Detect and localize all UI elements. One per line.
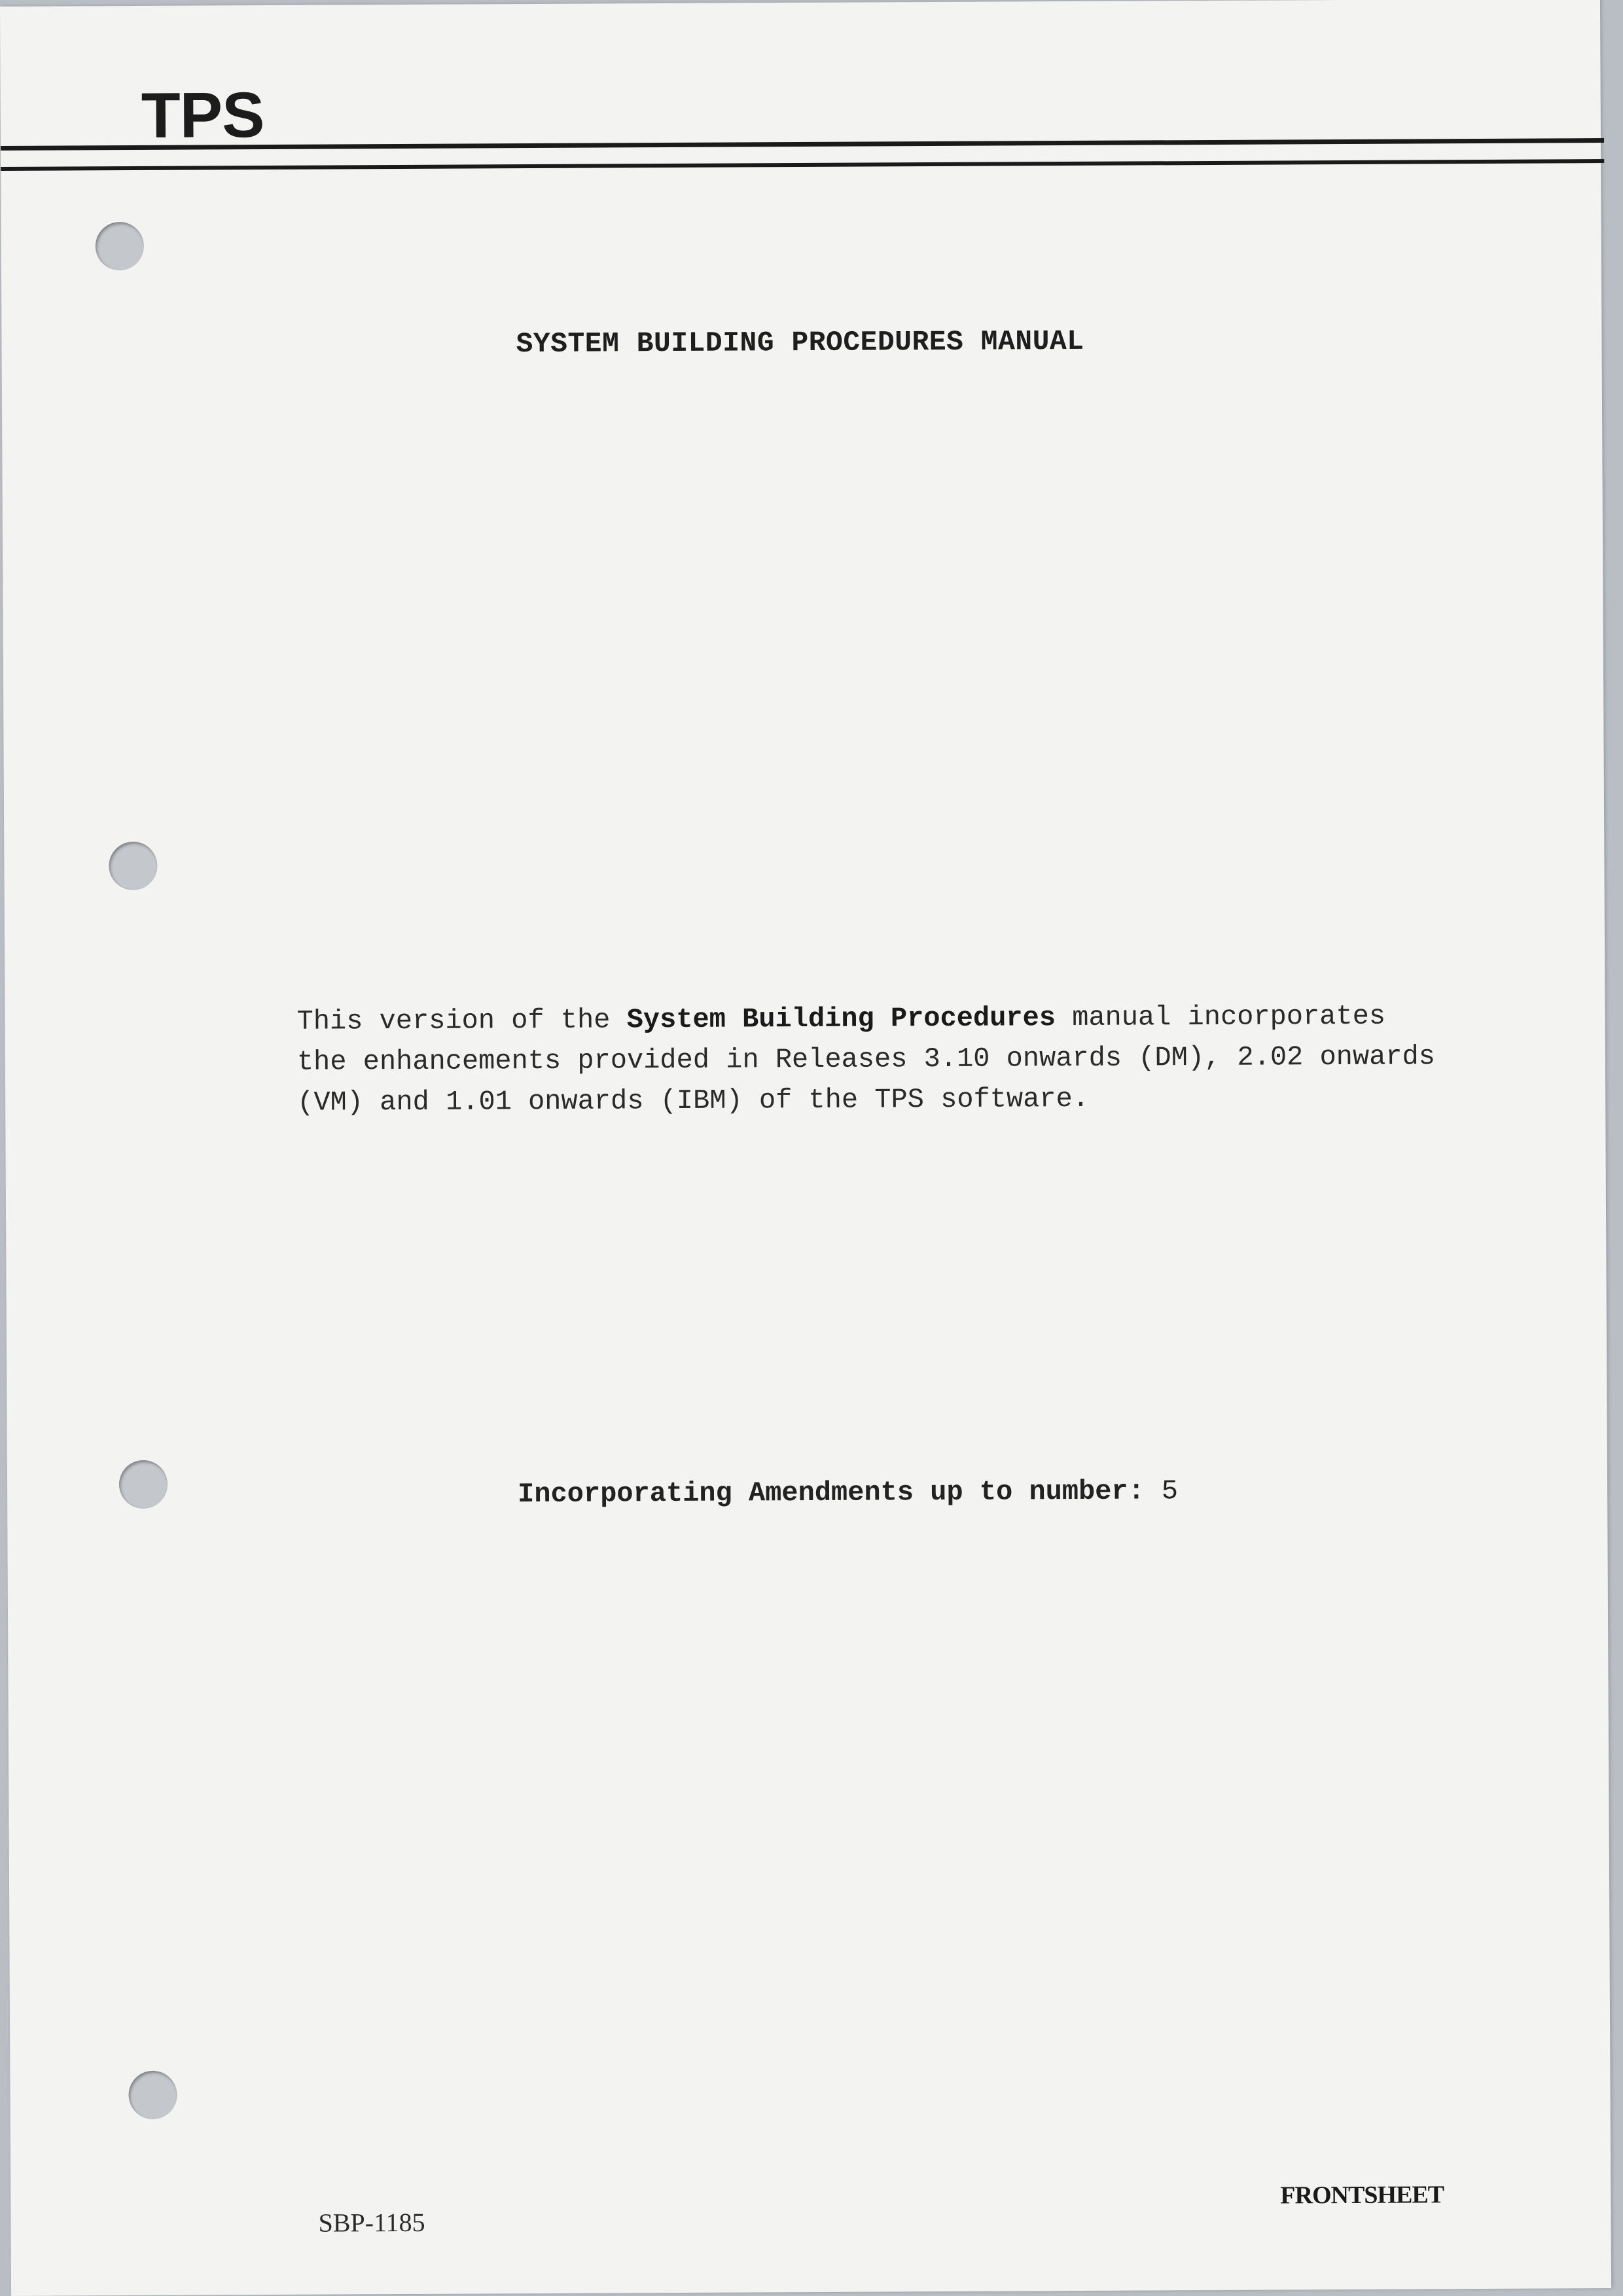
- amendments-statement: [518, 1475, 1178, 1510]
- manual-title: SYSTEM BUILDING PROCEDURES MANUAL: [516, 325, 1084, 361]
- intro-line-3: (VM) and 1.01 onwards (IBM) of the TPS software.: [297, 1083, 1090, 1119]
- punch-hole: [96, 222, 144, 270]
- brand-header: TPS: [141, 79, 264, 151]
- amendments-number: 5: [1161, 1475, 1179, 1507]
- punch-hole: [109, 842, 157, 890]
- intro-line-1-prefix: This version of the: [296, 1004, 627, 1037]
- intro-line-1: [296, 996, 1448, 1042]
- amendments-label: Incorporating Amendments up to number:: [518, 1475, 1145, 1511]
- manual-name: System Building Procedures: [626, 1002, 1056, 1036]
- header-rule-bottom: [1, 159, 1604, 171]
- document-code: SBP-1185: [318, 2207, 425, 2238]
- punch-hole: [119, 1460, 168, 1509]
- punch-hole: [128, 2071, 177, 2119]
- intro-line-2: the enhancements provided in Releases 3.10 onwards (DM), 2.02 onwards: [296, 1041, 1436, 1078]
- intro-paragraph: [296, 996, 1449, 1123]
- intro-line-1-suffix: manual incorporates: [1055, 1000, 1386, 1034]
- page-label: FRONTSHEET: [1280, 2181, 1444, 2210]
